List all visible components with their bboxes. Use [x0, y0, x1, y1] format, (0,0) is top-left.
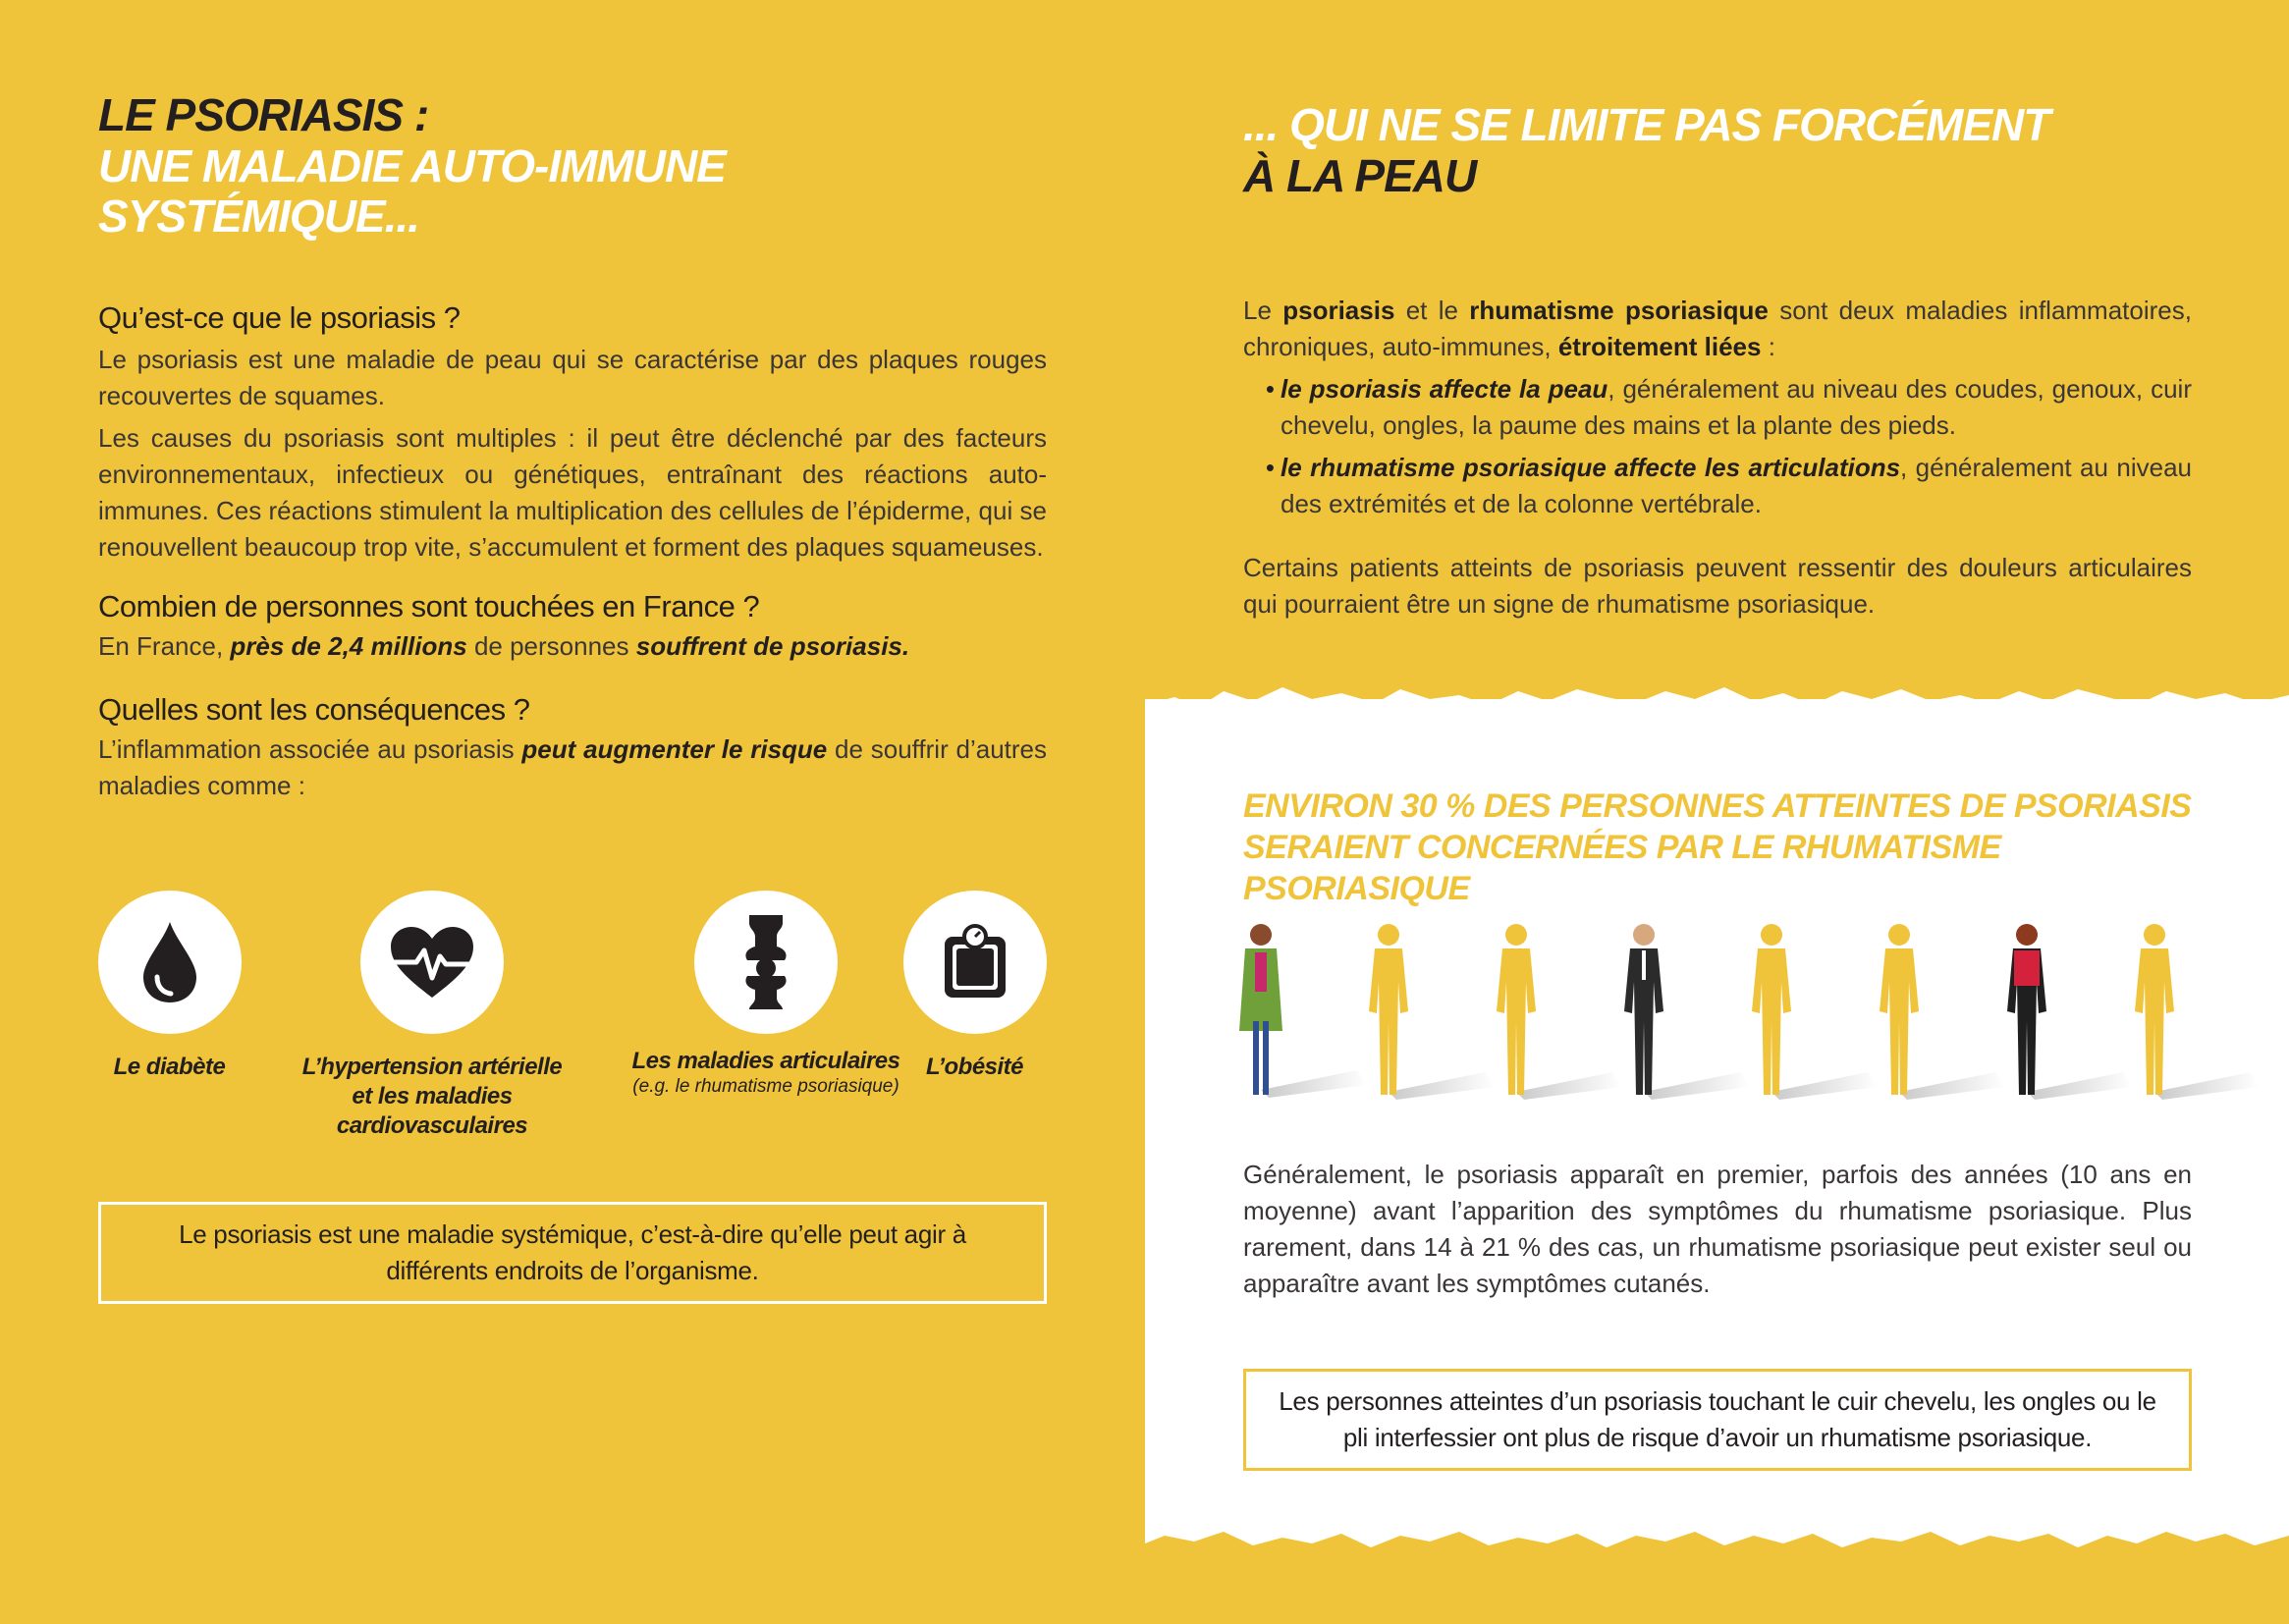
bullet-dot: • — [1265, 374, 1275, 404]
person-suit — [1624, 924, 1750, 1100]
paragraph-causes: Les causes du psoriasis sont multiples : il peut être déclenché par des facteurs environnementaux, infectieux ou génétiques, entraînant des réactions auto-immunes. Ces réactions stimulent la multiplication des cellules de l’épiderme, qui se renouvellent beaucoup trop vite, s’accumulent et forment des plaques squameuses. — [98, 423, 1047, 562]
paragraph-consequences: L’inflammation associée au psoriasis peut augmenter le risque de souffrir d’autres maladies comme : — [98, 734, 1047, 800]
comorbidity-icons — [98, 893, 1047, 1139]
question-what-is: Qu’est-ce que le psoriasis ? — [98, 300, 461, 335]
paragraph-joint-pain: Certains patients atteints de psoriasis peuvent ressentir des douleurs articulaires qui pourraient être un signe de rhumatisme psoriasique. — [1243, 553, 2192, 619]
systemic-disease-callout: Le psoriasis est une maladie systémique, c’est-à-dire qu’elle peut agir à différents endroits de l’organisme. — [98, 1202, 1047, 1304]
right-title-line2: À LA PEAU — [1243, 149, 1477, 201]
bullet-skin: • le psoriasis affecte la peau, généralement au niveau des coudes, genoux, cuir chevelu, ongles, la paume des mains et la plante des pieds. — [1243, 371, 2192, 444]
person-silhouette — [1497, 924, 1622, 1100]
risk-factors-callout: Les personnes atteintes d’un psoriasis touchant le cuir chevelu, les ongles ou le pli interfessier ont plus de risque d’avoir un rhumatisme psoriasique. — [1243, 1369, 2192, 1471]
heart-icon — [363, 893, 501, 1031]
icon-label-hypertension: L’hypertension artérielle et les maladies cardiovasculaires — [301, 1054, 563, 1139]
left-title-line2: UNE MALADIE AUTO-IMMUNE SYSTÉMIQUE... — [98, 139, 726, 243]
right-title — [1243, 100, 2049, 201]
left-title — [98, 90, 1047, 243]
torn-edge-bottom — [1145, 1522, 2289, 1561]
person-silhouette — [2135, 924, 2259, 1100]
person-silhouette — [1752, 924, 1878, 1100]
right-content — [1243, 293, 2192, 623]
people-illustration — [1239, 923, 2261, 1100]
stat-heading-line2: SERAIENT CONCERNÉES PAR LE RHUMATISME PSORIASIQUE — [1243, 829, 2001, 907]
icon-item-joints — [609, 893, 923, 1098]
scale-icon — [906, 893, 1044, 1031]
person-red-top — [2007, 924, 2133, 1100]
paragraph-linked-diseases: Le psoriasis et le rhumatisme psoriasique sont deux maladies inflammatoires, chroniques, auto-immunes, étroitement liées : — [1243, 296, 2192, 361]
person-silhouette — [1369, 924, 1495, 1100]
stat-heading-line1: ENVIRON 30 % DES PERSONNES ATTEINTES DE PSORIASIS — [1243, 787, 2192, 825]
paragraph-onset: Généralement, le psoriasis apparaît en premier, parfois des années (10 ans en moyenne) avant l’apparition des symptômes du rhumatisme psoriasique. Plus rarement, dans 14 à 21 % des cas, un rhumatisme psoriasique peut exister seul ou apparaître avant les symptômes cutanés. — [1243, 1160, 2192, 1298]
question-consequences: Quelles sont les conséquences ? — [98, 692, 530, 727]
icon-item-obesity — [903, 893, 1046, 1082]
stat-heading — [1243, 785, 2225, 909]
question-how-many: Combien de personnes sont touchées en France ? — [98, 589, 760, 623]
person-green-coat — [1239, 924, 1367, 1098]
icon-sublabel-joints: (e.g. le rhumatisme psoriasique) — [632, 1076, 899, 1097]
stat-millions: près de 2,4 millions — [230, 631, 467, 661]
icon-label-obesity: L’obésité — [925, 1054, 1024, 1080]
person-silhouette — [1880, 924, 2005, 1100]
left-title-line1: LE PSORIASIS : — [98, 89, 429, 140]
right-title-line1: ... QUI NE SE LIMITE PAS FORCÉMENT — [1243, 99, 2050, 150]
joint-icon — [697, 893, 835, 1031]
icon-item-diabetes — [98, 893, 241, 1082]
bullet-dot: • — [1265, 453, 1275, 482]
risk-emphasis: peut augmenter le risque — [521, 734, 828, 764]
icon-label-joints: Les maladies articulaires — [631, 1048, 900, 1074]
icon-item-hypertension — [265, 893, 599, 1141]
icon-label-diabetes: Le diabète — [113, 1054, 226, 1080]
paragraph-definition: Le psoriasis est une maladie de peau qui se caractérise par des plaques rouges recouvertes de squames. — [98, 345, 1047, 410]
paragraph-france: En France, près de 2,4 millions de personnes souffrent de psoriasis. — [98, 631, 910, 661]
drop-icon — [101, 893, 239, 1031]
stat-suffer: souffrent de psoriasis. — [635, 631, 910, 661]
bullet-joints: • le rhumatisme psoriasique affecte les articulations, généralement au niveau des extrémités et de la colonne vertébrale. — [1243, 450, 2192, 522]
left-content — [98, 300, 1047, 804]
